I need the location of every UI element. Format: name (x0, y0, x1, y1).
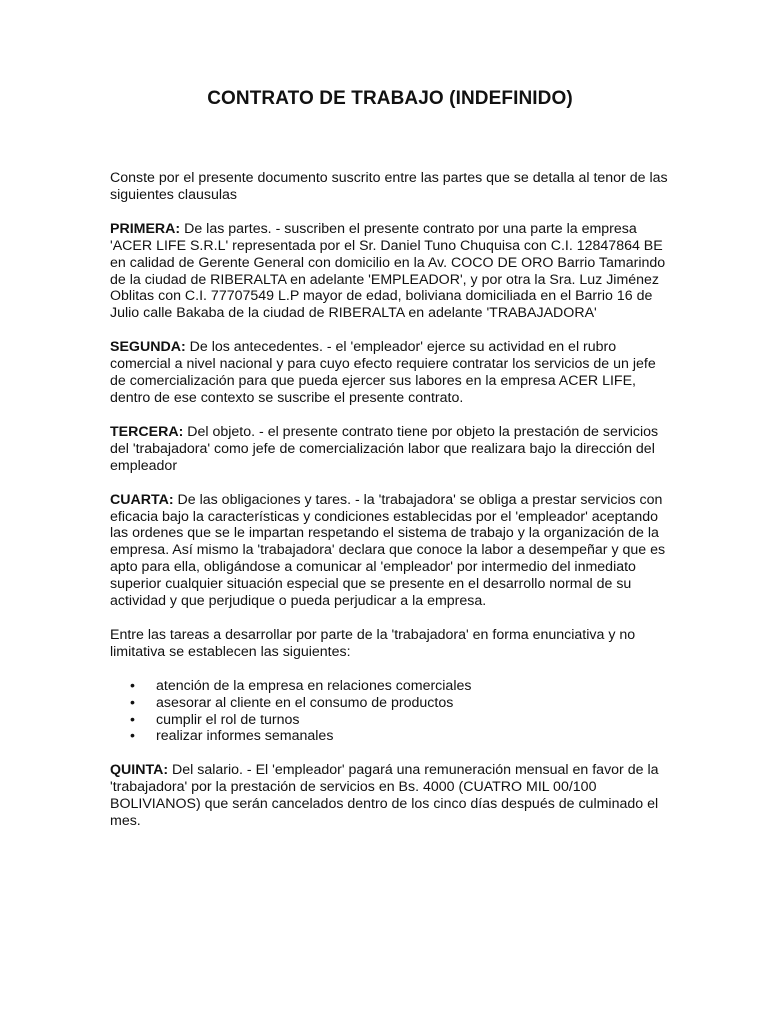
list-item (110, 712, 670, 729)
list-item (110, 695, 670, 712)
task-text: asesorar al cliente en el consumo de productos (156, 694, 454, 711)
clause-text: Del salario. - El 'empleador' pagará una remuneración mensual en favor de la 'trabajadora' por la prestación de servicios en Bs. 4000 (CUATRO MIL 00/100 BOLIVIANOS) que serán cancelados dentro de los cinco días después de culminado el mes. (110, 762, 659, 830)
clause-tercera (110, 424, 670, 475)
clause-text: De las obligaciones y tares. - la 'trabajadora' se obliga a prestar servicios con eficacia bajo la características y condiciones establecidas por el 'empleador' aceptando las ordenes que se le impartan respetando el sistema de trabajo y la organización de la empresa. Así mismo la 'trabajadora' declara que conoce la labor a desempeñar y que es apto para ella, obligándose a comunicar al 'empleador' por intermedio del inmediato superior cualquier situación especial que se presente en el desarrollo normal de su actividad y que perjudique o pueda perjudicar a la empresa. (110, 491, 666, 610)
clause-text: De los antecedentes. - el 'empleador' ejerce su actividad en el rubro comercial a nivel nacional y para cuyo efecto requiere contratar los servicios de un jefe de comercialización para que pueda ejercer sus labores en la empresa ACER LIFE, dentro de ese contexto se suscribe el presente contrato. (110, 339, 656, 406)
clause-heading: QUINTA: (110, 762, 169, 779)
clause-primera (110, 221, 670, 322)
clause-text: Del objeto. - el presente contrato tiene por objeto la prestación de servicios del 'trabajadora' como jefe de comercialización labor que realizara bajo la dirección del empleador (110, 423, 659, 474)
bullet-icon: • (130, 694, 135, 711)
intro-paragraph: Conste por el presente documento suscrito entre las partes que se detalla al tenor de las siguientes clausulas (110, 170, 668, 203)
task-text: realizar informes semanales (156, 728, 334, 745)
bullet-icon: • (130, 677, 135, 694)
clause-heading: CUARTA: (110, 491, 174, 508)
clause-cuarta (110, 492, 670, 610)
task-text: cumplir el rol de turnos (156, 711, 300, 728)
clause-heading: TERCERA: (110, 423, 184, 440)
document-title: CONTRATO DE TRABAJO (INDEFINIDO) (207, 88, 573, 109)
contract-page (110, 88, 670, 847)
clause-text: De las partes. - suscriben el presente contrato por una parte la empresa 'ACER LIFE S.R.L' representada por el Sr. Daniel Tuno Chuquisa con C.I. 12847864 BE en calidad de Gerente General con domicilio en la Av. COCO DE ORO Barrio Tamarindo de la ciudad de RIBERALTA en adelante 'EMPLEADOR', y por otra la Sra. Luz Jiménez Oblitas con C.I. 77707549 L.P mayor de edad, boliviana domiciliada en el Barrio 16 de Julio calle Bakaba de la ciudad de RIBERALTA en adelante 'TRABAJADORA' (110, 220, 666, 322)
tasks-list (110, 678, 670, 746)
task-text: atención de la empresa en relaciones comerciales (156, 677, 472, 694)
bullet-icon: • (130, 711, 135, 728)
list-item (110, 678, 670, 695)
clause-segunda (110, 339, 670, 407)
bullet-icon: • (130, 728, 135, 745)
list-item (110, 728, 670, 745)
clause-heading: SEGUNDA: (110, 339, 186, 356)
clause-heading: PRIMERA: (110, 220, 181, 237)
tasks-intro-paragraph: Entre las tareas a desarrollar por parte de la 'trabajadora' en forma enunciativa y no limitativa se establecen las siguientes: (110, 626, 636, 660)
clause-quinta (110, 762, 670, 830)
